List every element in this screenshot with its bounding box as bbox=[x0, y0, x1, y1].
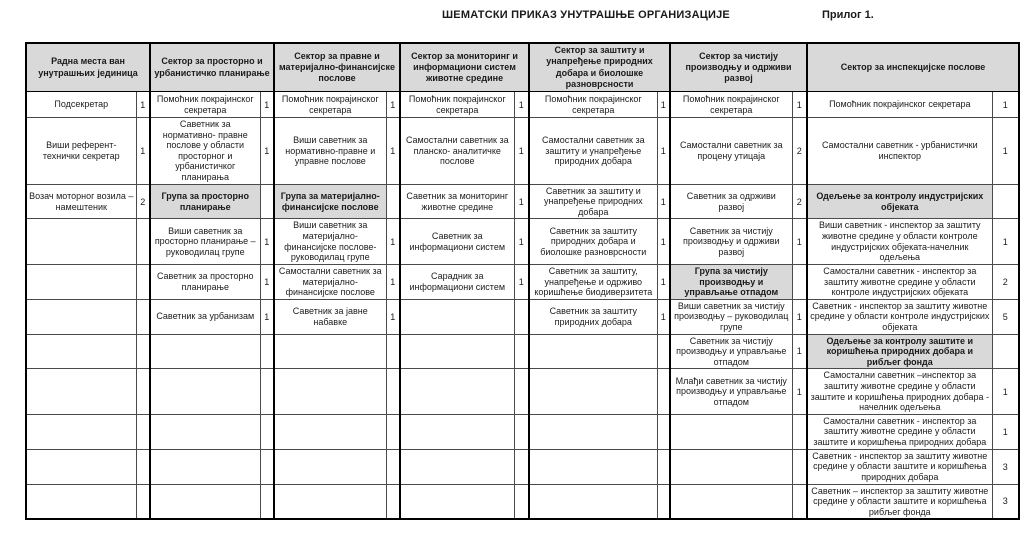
position-count-cell bbox=[992, 334, 1019, 369]
position-title-cell bbox=[150, 484, 260, 519]
position-count-cell: 1 bbox=[657, 184, 670, 219]
position-count-cell bbox=[657, 449, 670, 484]
position-count-cell: 1 bbox=[514, 264, 529, 299]
position-count-cell bbox=[657, 334, 670, 369]
position-count-cell: 1 bbox=[992, 92, 1019, 118]
position-count-cell: 1 bbox=[992, 414, 1019, 449]
position-title-cell bbox=[26, 414, 136, 449]
position-title-cell: Саветник за нормативно- правне послове у области просторног и урбанистичког планирања bbox=[150, 118, 260, 185]
position-title-cell: Помоћник покрајинског секретара bbox=[150, 92, 260, 118]
position-title-cell: Саветник за заштиту и унапређење природних добара bbox=[529, 184, 657, 219]
org-group-cell: Група за чистију производњу и управљање отпадом bbox=[670, 264, 792, 299]
position-count-cell bbox=[260, 484, 274, 519]
position-title-cell: Саветник за јавне набавке bbox=[274, 299, 386, 334]
position-title-cell: Саветник за заштиту природних добара bbox=[529, 299, 657, 334]
table-row bbox=[26, 299, 1019, 334]
position-count-cell: 1 bbox=[514, 219, 529, 264]
position-title-cell bbox=[529, 414, 657, 449]
position-count-cell bbox=[136, 484, 150, 519]
position-title-cell: Помоћник покрајинског секретара bbox=[807, 92, 992, 118]
position-count-cell bbox=[657, 369, 670, 414]
position-title-cell bbox=[26, 449, 136, 484]
position-title-cell bbox=[274, 449, 386, 484]
position-title-cell: Самостални саветник за процену утицаја bbox=[670, 118, 792, 185]
position-count-cell: 1 bbox=[136, 92, 150, 118]
org-group-cell: Одељење за контролу индустријских објеката bbox=[807, 184, 992, 219]
page-title: ШЕМАТСКИ ПРИКАЗ УНУТРАШЊЕ ОРГАНИЗАЦИЈЕ bbox=[442, 9, 730, 21]
position-count-cell bbox=[136, 414, 150, 449]
position-title-cell bbox=[150, 334, 260, 369]
position-title-cell bbox=[400, 334, 514, 369]
position-count-cell bbox=[136, 334, 150, 369]
position-title-cell bbox=[26, 369, 136, 414]
position-title-cell bbox=[274, 334, 386, 369]
header-row bbox=[26, 43, 1019, 92]
position-count-cell: 1 bbox=[657, 264, 670, 299]
position-count-cell bbox=[136, 449, 150, 484]
position-title-cell: Саветник за информациони систем bbox=[400, 219, 514, 264]
position-count-cell: 1 bbox=[992, 219, 1019, 264]
position-count-cell bbox=[386, 334, 400, 369]
position-title-cell: Возач моторног возила – намештеник bbox=[26, 184, 136, 219]
column-header: Сектор за инспекцијске послове bbox=[807, 43, 1019, 92]
position-title-cell bbox=[400, 484, 514, 519]
position-title-cell: Виши саветник - инспектор за заштиту животне средине у области контроле индустријских објеката-начелник одељења bbox=[807, 219, 992, 264]
position-count-cell bbox=[136, 299, 150, 334]
position-title-cell bbox=[529, 484, 657, 519]
position-count-cell: 1 bbox=[992, 369, 1019, 414]
position-count-cell bbox=[792, 484, 807, 519]
position-count-cell bbox=[792, 414, 807, 449]
position-count-cell: 1 bbox=[792, 219, 807, 264]
position-count-cell: 1 bbox=[792, 92, 807, 118]
position-title-cell bbox=[274, 484, 386, 519]
position-title-cell bbox=[400, 369, 514, 414]
position-title-cell: Сарадник за информациони систем bbox=[400, 264, 514, 299]
position-title-cell bbox=[26, 299, 136, 334]
position-count-cell: 2 bbox=[136, 184, 150, 219]
column-header: Радна места ван унутрашњих јединица bbox=[26, 43, 150, 92]
position-title-cell: Помоћник покрајинског секретара bbox=[529, 92, 657, 118]
attachment-label: Прилог 1. bbox=[822, 9, 874, 21]
position-count-cell bbox=[136, 264, 150, 299]
position-count-cell: 1 bbox=[657, 299, 670, 334]
position-title-cell: Саветник за заштиту, унапређење и одрживо коришћење биодиверзитета bbox=[529, 264, 657, 299]
position-count-cell: 1 bbox=[514, 184, 529, 219]
table-body bbox=[26, 92, 1019, 520]
position-count-cell bbox=[260, 449, 274, 484]
position-title-cell bbox=[274, 414, 386, 449]
position-title-cell bbox=[670, 484, 792, 519]
table-row bbox=[26, 184, 1019, 219]
position-count-cell: 3 bbox=[992, 449, 1019, 484]
position-count-cell bbox=[136, 219, 150, 264]
position-count-cell: 1 bbox=[792, 299, 807, 334]
table-row bbox=[26, 334, 1019, 369]
position-count-cell: 2 bbox=[792, 118, 807, 185]
position-count-cell bbox=[992, 184, 1019, 219]
position-title-cell bbox=[529, 369, 657, 414]
position-title-cell: Саветник за чистију производњу и управљање отпадом bbox=[670, 334, 792, 369]
position-count-cell bbox=[514, 449, 529, 484]
position-title-cell: Подсекретар bbox=[26, 92, 136, 118]
position-count-cell: 1 bbox=[792, 369, 807, 414]
position-count-cell bbox=[386, 484, 400, 519]
position-title-cell: Саветник за мониторинг животне средине bbox=[400, 184, 514, 219]
position-title-cell bbox=[529, 449, 657, 484]
position-count-cell bbox=[136, 369, 150, 414]
position-count-cell bbox=[386, 369, 400, 414]
position-title-cell: Помоћник покрајинског секретара bbox=[274, 92, 386, 118]
position-count-cell: 1 bbox=[386, 118, 400, 185]
position-count-cell bbox=[386, 414, 400, 449]
position-title-cell: Саветник – инспектор за заштиту животне средине у области заштите и коришћења рибљег фонда bbox=[807, 484, 992, 519]
position-count-cell bbox=[260, 414, 274, 449]
position-title-cell: Самостални саветник - инспектор за заштиту животне средине у области контроле индустријских објеката bbox=[807, 264, 992, 299]
position-count-cell bbox=[514, 414, 529, 449]
table-row bbox=[26, 369, 1019, 414]
position-title-cell bbox=[26, 334, 136, 369]
org-group-cell: Одељење за контролу заштите и коришћења природних добара и рибљег фонда bbox=[807, 334, 992, 369]
position-count-cell bbox=[514, 369, 529, 414]
position-count-cell bbox=[386, 449, 400, 484]
position-count-cell: 3 bbox=[992, 484, 1019, 519]
column-header: Сектор за мониторинг и информациони систем животне средине bbox=[400, 43, 529, 92]
position-title-cell: Самостални саветник за материјално-финансијске послове bbox=[274, 264, 386, 299]
column-header: Сектор за правне и материјално-финансијске послове bbox=[274, 43, 400, 92]
column-header: Сектор за заштиту и унапређење природних добара и биолошке разноврсности bbox=[529, 43, 670, 92]
position-title-cell: Виши саветник за чистију производњу – руководилац групе bbox=[670, 299, 792, 334]
position-count-cell: 1 bbox=[657, 92, 670, 118]
position-count-cell: 1 bbox=[260, 264, 274, 299]
position-count-cell bbox=[657, 414, 670, 449]
position-count-cell: 2 bbox=[792, 184, 807, 219]
position-count-cell: 5 bbox=[992, 299, 1019, 334]
org-structure-table bbox=[25, 42, 1020, 520]
position-title-cell: Самостални саветник - инспектор за заштиту животне средине у области заштите и коришћења природних добара bbox=[807, 414, 992, 449]
table-row bbox=[26, 118, 1019, 185]
position-title-cell: Самостални саветник –инспектор за заштиту животне средине у области заштите и коришћења природних добара - начелник одељења bbox=[807, 369, 992, 414]
position-title-cell: Виши саветник за нормативно-правне и управне послове bbox=[274, 118, 386, 185]
position-title-cell bbox=[529, 334, 657, 369]
position-count-cell: 1 bbox=[657, 118, 670, 185]
position-count-cell: 1 bbox=[260, 299, 274, 334]
position-count-cell bbox=[792, 264, 807, 299]
org-group-cell: Група за просторно планирање bbox=[150, 184, 260, 219]
position-title-cell bbox=[670, 414, 792, 449]
position-title-cell: Саветник - инспектор за заштиту животне средине у области контроле индустријских објеката bbox=[807, 299, 992, 334]
position-count-cell bbox=[514, 334, 529, 369]
position-count-cell: 1 bbox=[514, 92, 529, 118]
position-count-cell: 1 bbox=[792, 334, 807, 369]
position-count-cell: 1 bbox=[386, 299, 400, 334]
org-group-cell: Група за материјално-финансијске послове bbox=[274, 184, 386, 219]
position-count-cell bbox=[514, 484, 529, 519]
position-title-cell: Саветник за одрживи развој bbox=[670, 184, 792, 219]
position-title-cell: Саветник - инспектор за заштиту животне средине у области заштите и коришћења природних добара bbox=[807, 449, 992, 484]
position-title-cell: Саветник за просторно планирање bbox=[150, 264, 260, 299]
position-title-cell: Самостални саветник - урбанистички инспектор bbox=[807, 118, 992, 185]
position-count-cell: 1 bbox=[260, 118, 274, 185]
position-count-cell: 2 bbox=[992, 264, 1019, 299]
position-title-cell: Виши саветник за просторно планирање – руководилац групе bbox=[150, 219, 260, 264]
position-count-cell: 1 bbox=[386, 264, 400, 299]
position-count-cell: 1 bbox=[514, 118, 529, 185]
position-title-cell bbox=[26, 219, 136, 264]
position-count-cell bbox=[792, 449, 807, 484]
table-row bbox=[26, 449, 1019, 484]
position-title-cell: Самостални саветник за планско- аналитичке послове bbox=[400, 118, 514, 185]
position-count-cell: 1 bbox=[260, 92, 274, 118]
table-row bbox=[26, 414, 1019, 449]
position-title-cell: Саветник за заштиту природних добара и биолошке разноврсности bbox=[529, 219, 657, 264]
position-title-cell bbox=[400, 449, 514, 484]
position-title-cell: Виши референт-технички секретар bbox=[26, 118, 136, 185]
position-count-cell: 1 bbox=[657, 219, 670, 264]
position-count-cell bbox=[260, 184, 274, 219]
position-title-cell: Саветник за чистију производњу и одрживи развој bbox=[670, 219, 792, 264]
column-header: Сектор за чистију производњу и одрживи развој bbox=[670, 43, 807, 92]
position-title-cell bbox=[150, 414, 260, 449]
column-header: Сектор за просторно и урбанистичко планирање bbox=[150, 43, 274, 92]
position-title-cell bbox=[670, 449, 792, 484]
position-title-cell: Саветник за урбанизам bbox=[150, 299, 260, 334]
position-count-cell: 1 bbox=[992, 118, 1019, 185]
position-title-cell: Самостални саветник за заштиту и унапређење природних добара bbox=[529, 118, 657, 185]
position-count-cell: 1 bbox=[386, 219, 400, 264]
position-title-cell bbox=[400, 414, 514, 449]
table-row bbox=[26, 484, 1019, 519]
position-title-cell: Млађи саветник за чистију производњу и управљање отпадом bbox=[670, 369, 792, 414]
position-title-cell bbox=[274, 369, 386, 414]
position-title-cell bbox=[26, 484, 136, 519]
position-count-cell: 1 bbox=[260, 219, 274, 264]
position-title-cell: Помоћник покрајинског секретара bbox=[670, 92, 792, 118]
position-count-cell bbox=[514, 299, 529, 334]
position-title-cell bbox=[400, 299, 514, 334]
position-count-cell: 1 bbox=[136, 118, 150, 185]
position-title-cell bbox=[150, 369, 260, 414]
position-title-cell: Помоћник покрајинског секретара bbox=[400, 92, 514, 118]
position-count-cell bbox=[657, 484, 670, 519]
table-row bbox=[26, 219, 1019, 264]
position-count-cell bbox=[260, 334, 274, 369]
position-title-cell bbox=[26, 264, 136, 299]
table-row bbox=[26, 92, 1019, 118]
position-count-cell bbox=[386, 184, 400, 219]
position-title-cell bbox=[150, 449, 260, 484]
position-count-cell bbox=[260, 369, 274, 414]
position-title-cell: Виши саветник за материјално-финансијске послове- руководилац групе bbox=[274, 219, 386, 264]
position-count-cell: 1 bbox=[386, 92, 400, 118]
table-row bbox=[26, 264, 1019, 299]
